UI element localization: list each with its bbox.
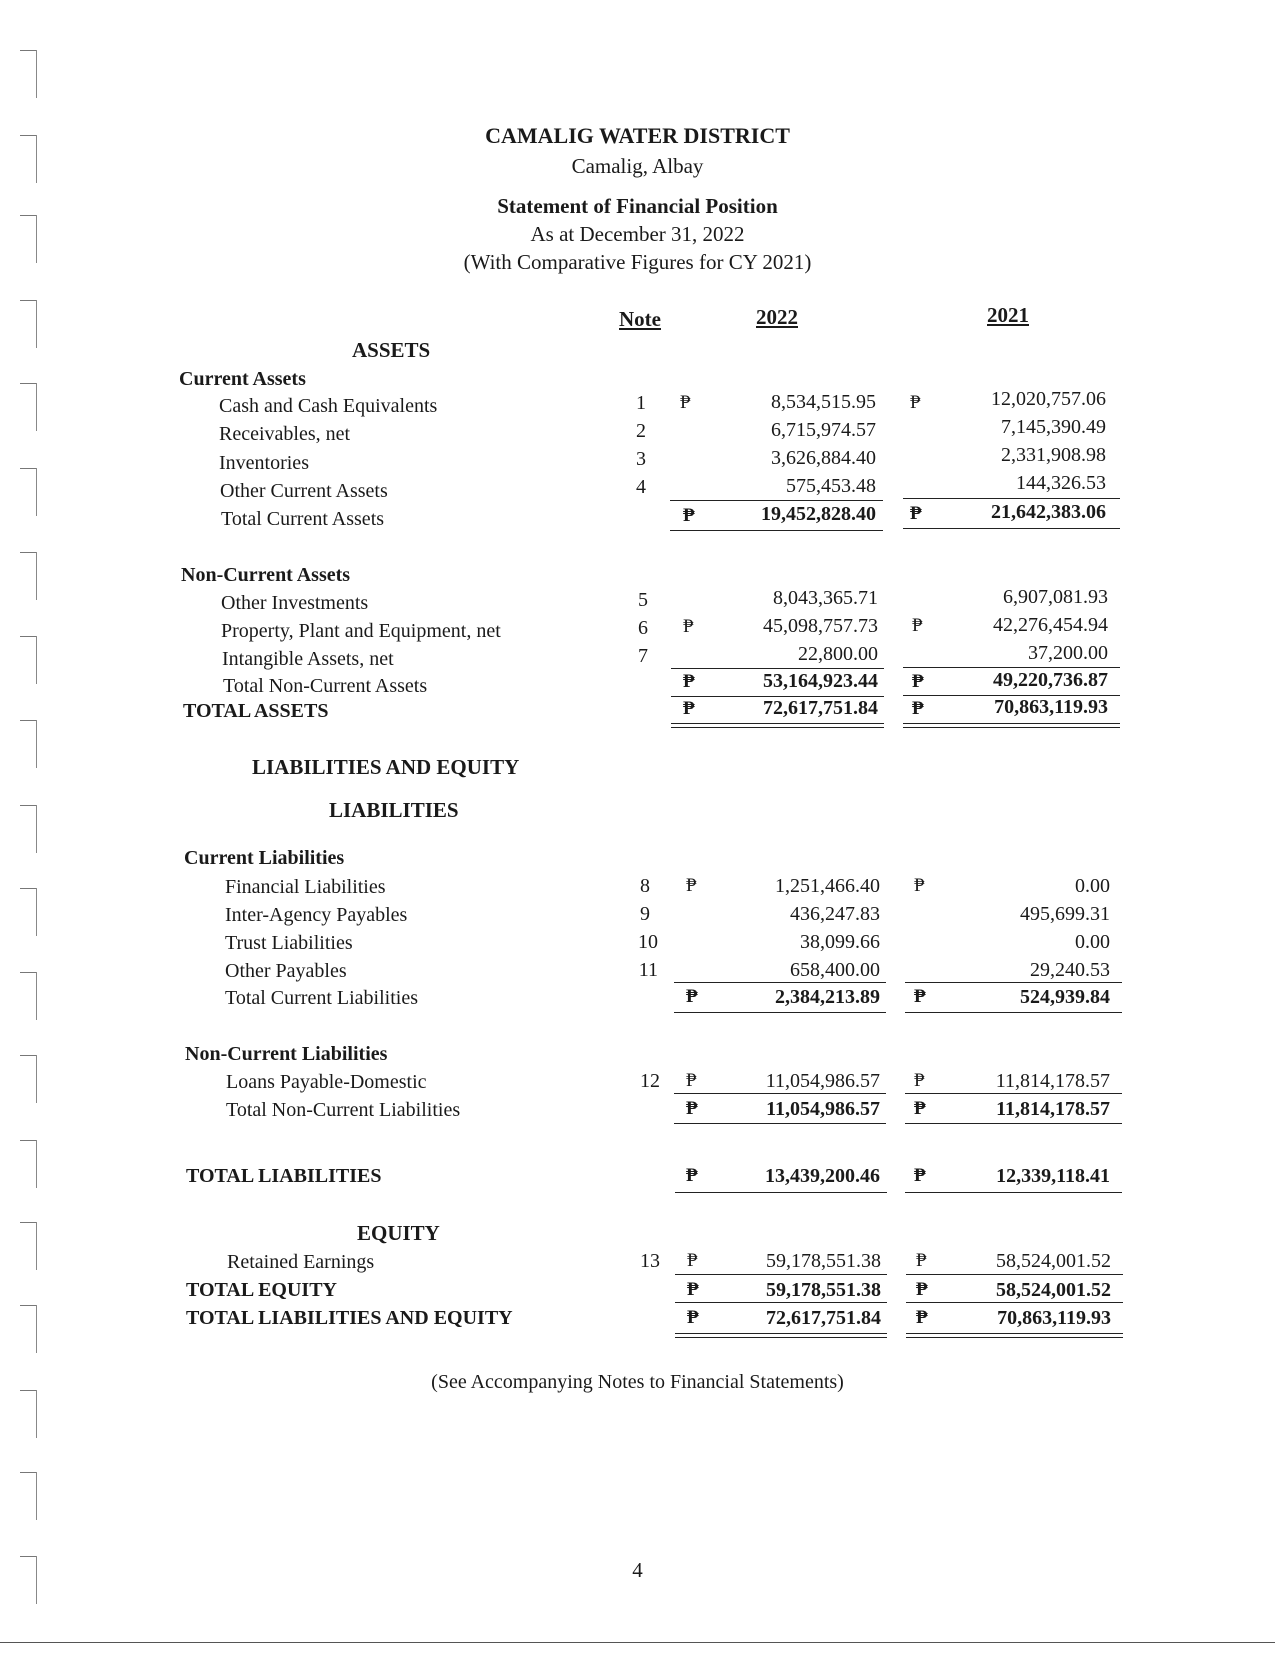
amount-2022: 658,400.00 [790,959,880,981]
amount-2022: 8,534,515.95 [771,391,876,413]
subtotal-rule [670,500,883,501]
binder-mark [20,888,38,938]
amount-2022: 59,178,551.38 [766,1279,881,1301]
subtotal-rule [903,498,1120,499]
amount-2021: 11,814,178.57 [995,1070,1110,1092]
row-label: Inter-Agency Payables [225,904,408,926]
amount-2021: 21,642,383.06 [991,501,1106,523]
total-rule [674,1123,886,1124]
amount-2022: 72,617,751.84 [763,697,878,719]
binder-mark [20,300,38,350]
total-liabilities-label: TOTAL LIABILITIES [186,1165,382,1187]
double-rule [671,723,884,724]
subtotal-rule [905,982,1122,983]
peso-sign: ₱ [686,1070,697,1091]
amount-2022: 436,247.83 [790,903,880,925]
subtotal-rule [675,1302,887,1303]
row-note: 4 [636,476,646,498]
total-rule [905,1123,1122,1124]
binder-mark [20,383,38,433]
statement-title: Statement of Financial Position [497,194,778,218]
subtotal-rule [903,667,1120,668]
row-note: 1 [636,392,646,414]
amount-2021: 58,524,001.52 [996,1279,1111,1301]
amount-2022: 59,178,551.38 [766,1250,881,1272]
double-rule [675,1333,887,1334]
row-label: Total Non-Current Assets [223,675,428,697]
binder-mark [20,552,38,602]
row-label: Trust Liabilities [225,932,353,954]
peso-sign: ₱ [910,503,922,524]
binder-mark [20,468,38,518]
peso-sign: ₱ [687,1307,699,1328]
peso-sign: ₱ [686,986,698,1007]
amount-2022: 11,054,986.57 [765,1070,880,1092]
total-rule [905,1012,1122,1013]
peso-sign: ₱ [910,392,921,413]
double-rule [903,723,1120,724]
binder-mark [20,805,38,855]
amount-2022: 22,800.00 [798,643,878,665]
notes-reference: (See Accompanying Notes to Financial Statements) [431,1371,844,1393]
row-label: Intangible Assets, net [222,648,394,670]
row-label: Receivables, net [219,423,351,445]
row-label: Inventories [219,452,309,474]
amount-2021: 12,339,118.41 [996,1165,1110,1187]
equity-heading: EQUITY [357,1221,440,1245]
binder-mark [20,1140,38,1190]
double-rule [675,1337,887,1338]
subtotal-rule [905,1093,1122,1094]
row-note: 10 [638,931,658,953]
amount-2021: 0.00 [1075,875,1110,897]
amount-2022: 72,617,751.84 [766,1307,881,1329]
row-note: 8 [640,875,650,897]
liabilities-heading: LIABILITIES [329,798,459,822]
peso-sign: ₱ [683,671,695,692]
amount-2021: 12,020,757.06 [991,388,1106,410]
row-note: 6 [638,617,648,639]
amount-2021: 7,145,390.49 [1001,416,1106,438]
peso-sign: ₱ [687,1250,698,1271]
row-label: Total Non-Current Liabilities [226,1099,461,1121]
amount-2021: 70,863,119.93 [994,696,1108,718]
total-rule [905,1192,1122,1193]
peso-sign: ₱ [680,392,691,413]
amount-2022: 1,251,466.40 [775,875,880,897]
amount-2022: 575,453.48 [786,475,876,497]
as-at-date: As at December 31, 2022 [530,222,745,246]
double-rule [903,727,1120,728]
year-2022-column-header: 2022 [756,305,798,329]
amount-2022: 53,164,923.44 [763,670,878,692]
amount-2022: 19,452,828.40 [761,503,876,525]
note-column-header: Note [619,307,661,331]
row-note: 9 [640,903,650,925]
row-note: 3 [636,448,646,470]
subtotal-rule [906,1302,1123,1303]
assets-heading: ASSETS [352,338,431,362]
amount-2021: 70,863,119.93 [997,1307,1111,1329]
binder-mark [20,972,38,1022]
entity-location: Camalig, Albay [571,154,704,178]
amount-2022: 3,626,884.40 [771,447,876,469]
amount-2021: 42,276,454.94 [993,614,1108,636]
row-note: 7 [638,645,648,667]
row-label: Other Current Assets [220,480,388,502]
amount-2021: 2,331,908.98 [1001,444,1106,466]
page-number: 4 [632,1558,643,1582]
amount-2022: 6,715,974.57 [771,419,876,441]
peso-sign: ₱ [916,1307,928,1328]
amount-2022: 8,043,365.71 [773,587,878,609]
peso-sign: ₱ [916,1250,927,1271]
amount-2021: 37,200.00 [1028,642,1108,664]
amount-2021: 495,699.31 [1020,903,1110,925]
total-liabilities-equity-label: TOTAL LIABILITIES AND EQUITY [186,1307,513,1329]
row-note: 5 [638,589,648,611]
amount-2021: 58,524,001.52 [996,1250,1111,1272]
row-label: Loans Payable-Domestic [226,1071,427,1093]
total-rule [674,1012,886,1013]
peso-sign: ₱ [683,505,695,526]
amount-2021: 144,326.53 [1016,472,1106,494]
total-rule [903,528,1120,529]
peso-sign: ₱ [687,1279,699,1300]
total-rule [675,1192,887,1193]
current-liabilities-heading: Current Liabilities [184,847,345,869]
peso-sign: ₱ [912,671,924,692]
row-label: Retained Earnings [227,1251,375,1273]
amount-2022: 38,099.66 [800,931,880,953]
row-note: 2 [636,420,646,442]
amount-2022: 11,054,986.57 [766,1098,880,1120]
row-label: Other Investments [221,592,369,614]
entity-name: CAMALIG WATER DISTRICT [485,123,790,148]
amount-2022: 2,384,213.89 [775,986,880,1008]
current-assets-heading: Current Assets [179,368,306,390]
peso-sign: ₱ [916,1279,928,1300]
peso-sign: ₱ [683,698,695,719]
peso-sign: ₱ [686,1098,698,1119]
subtotal-rule [671,668,884,669]
row-label: Cash and Cash Equivalents [219,395,438,417]
binder-mark [20,1055,38,1105]
row-label: Financial Liabilities [225,876,386,898]
binder-mark [20,1390,38,1440]
amount-2021: 6,907,081.93 [1003,586,1108,608]
row-note: 12 [640,1070,660,1092]
double-rule [671,727,884,728]
peso-sign: ₱ [914,875,925,896]
row-note: 11 [638,959,658,981]
amount-2022: 13,439,200.46 [765,1165,880,1187]
amount-2021: 524,939.84 [1020,986,1110,1008]
peso-sign: ₱ [912,615,923,636]
comparative-note: (With Comparative Figures for CY 2021) [463,250,812,274]
subtotal-rule [674,982,886,983]
binder-mark [20,50,38,100]
peso-sign: ₱ [914,1070,925,1091]
peso-sign: ₱ [686,1165,698,1186]
liabilities-equity-heading: LIABILITIES AND EQUITY [252,755,520,779]
peso-sign: ₱ [914,986,926,1007]
page-edge-line [0,1642,1275,1643]
row-label: Other Payables [225,960,347,982]
total-assets-label: TOTAL ASSETS [183,700,329,722]
peso-sign: ₱ [914,1098,926,1119]
non-current-liabilities-heading: Non-Current Liabilities [185,1043,388,1065]
non-current-assets-heading: Non-Current Assets [181,564,351,586]
total-rule [670,530,883,531]
binder-mark [20,1222,38,1272]
row-label: Total Current Liabilities [225,987,418,1009]
peso-sign: ₱ [686,875,697,896]
binder-mark [20,636,38,686]
binder-mark [20,720,38,770]
amount-2021: 29,240.53 [1030,959,1110,981]
total-equity-label: TOTAL EQUITY [186,1279,337,1301]
amount-2021: 0.00 [1075,931,1110,953]
amount-2022: 45,098,757.73 [763,615,878,637]
peso-sign: ₱ [914,1165,926,1186]
binder-mark [20,1305,38,1355]
peso-sign: ₱ [912,698,924,719]
row-label: Total Current Assets [221,508,385,530]
row-note: 13 [640,1250,660,1272]
binder-mark [20,1472,38,1522]
subtotal-rule [674,1093,886,1094]
row-label: Property, Plant and Equipment, net [221,620,501,642]
peso-sign: ₱ [683,616,694,637]
subtotal-rule [675,1274,887,1275]
double-rule [906,1337,1123,1338]
amount-2021: 49,220,736.87 [993,669,1108,691]
amount-2021: 11,814,178.57 [996,1098,1110,1120]
year-2021-column-header: 2021 [987,303,1029,327]
subtotal-rule [906,1274,1123,1275]
double-rule [906,1333,1123,1334]
